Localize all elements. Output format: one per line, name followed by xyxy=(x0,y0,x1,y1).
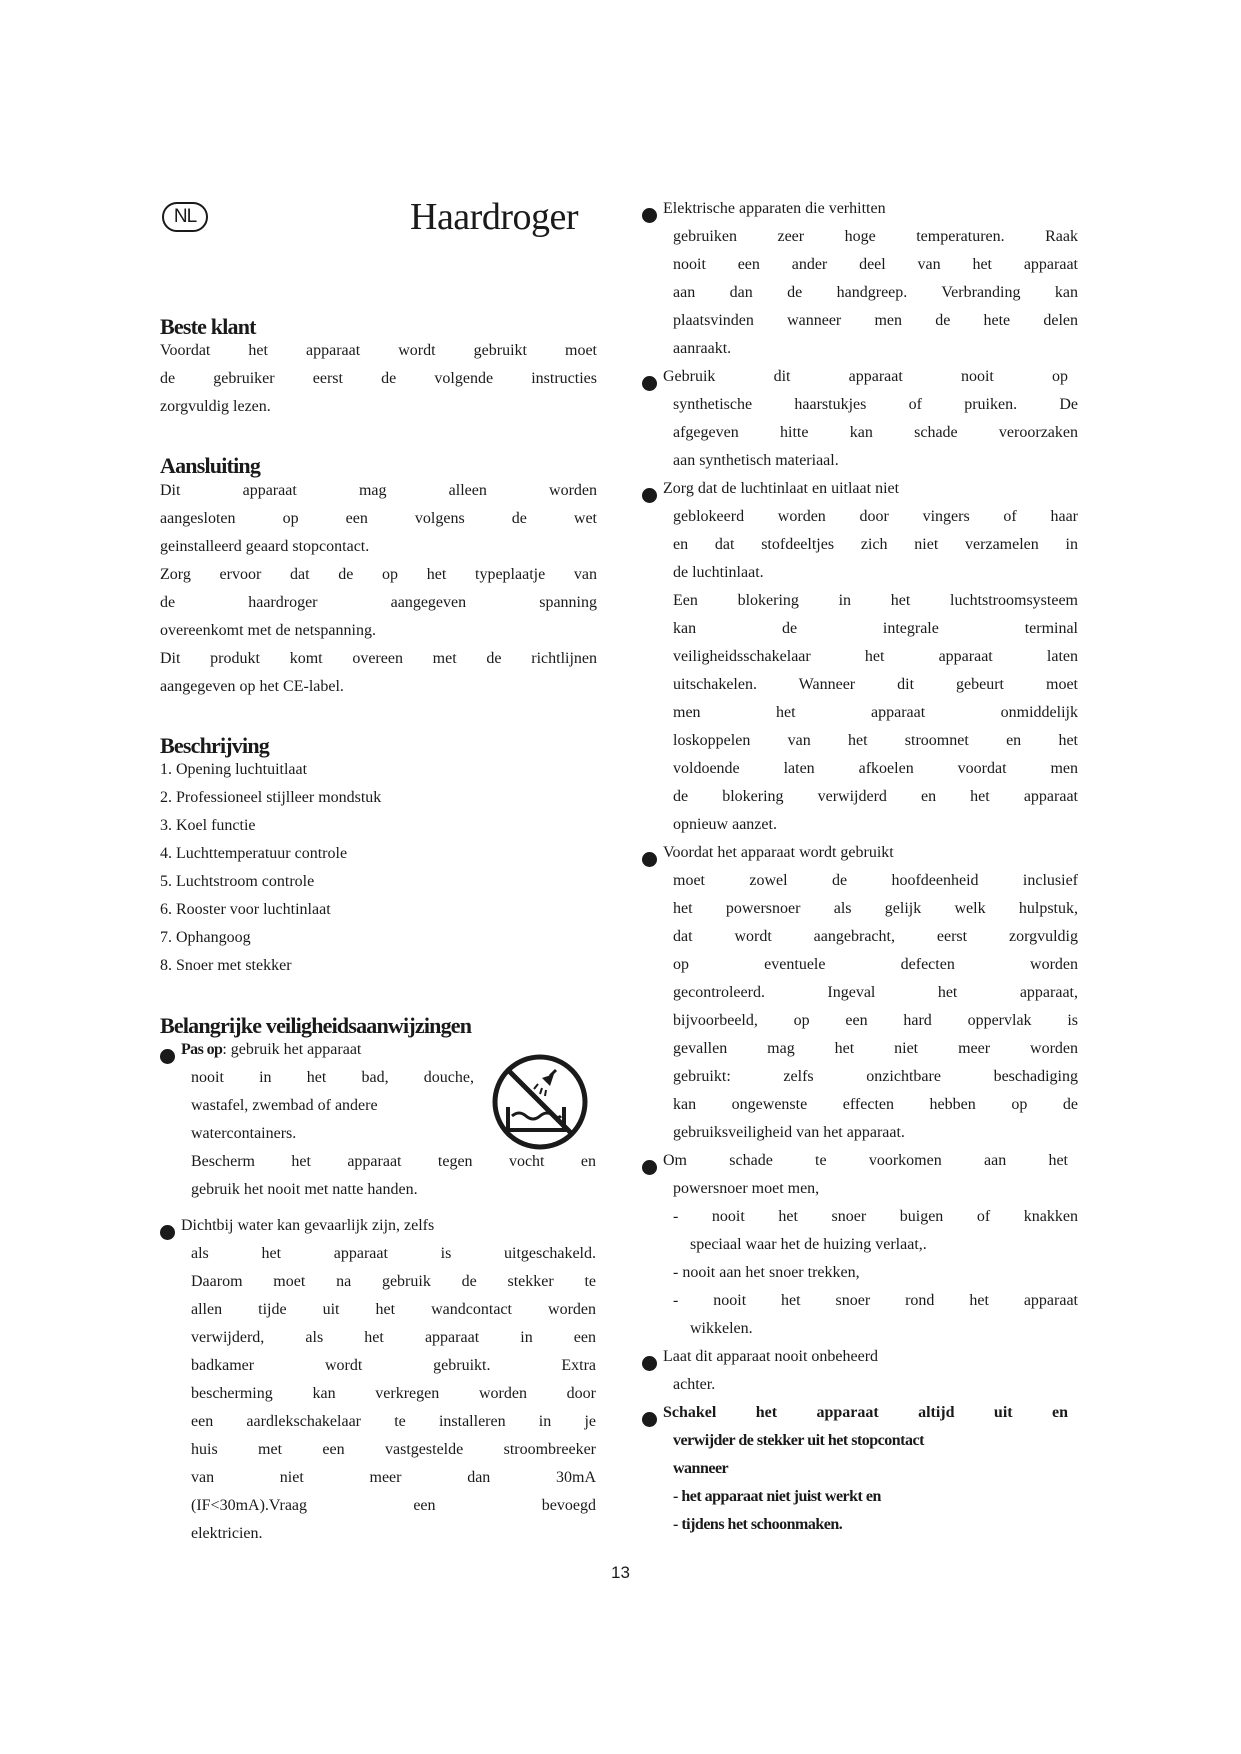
safety-line: elektricien. xyxy=(191,1525,263,1542)
right-line: aanraakt. xyxy=(673,340,732,357)
intro-line: zorgvuldig lezen. xyxy=(160,398,271,415)
connection-heading: Aansluiting xyxy=(160,453,261,478)
right-line: - nooit het snoer buigen of knakken xyxy=(673,1208,1078,1225)
right-line: gebruiken zeer hoge temperaturen. Raak xyxy=(673,228,1078,245)
right-line: - nooit het snoer rond het apparaat xyxy=(673,1292,1078,1309)
safety-line: verwijderd, als het apparaat in een xyxy=(191,1329,596,1346)
description-item: 5. Luchtstroom controle xyxy=(160,873,315,890)
connection-line: geinstalleerd geaard stopcontact. xyxy=(160,538,370,555)
bullet-icon xyxy=(642,488,657,503)
safety-line: allen tijde uit het wandcontact worden xyxy=(191,1301,596,1318)
right-line: op eventuele defecten worden xyxy=(673,956,1078,973)
warning-line: Bescherm het apparaat tegen vocht en xyxy=(191,1153,596,1170)
right-line: en dat stofdeeltjes zich niet verzamelen in xyxy=(673,536,1078,553)
description-heading: Beschrijving xyxy=(160,733,269,758)
right-line: geblokeerd worden door vingers of haar xyxy=(673,508,1078,525)
safety-line: Dichtbij water kan gevaarlijk zijn, zelfs xyxy=(181,1217,435,1234)
warning-line: wastafel, zwembad of andere xyxy=(191,1097,378,1114)
description-item: 8. Snoer met stekker xyxy=(160,957,292,974)
right-line: achter. xyxy=(673,1376,716,1393)
right-line: gevallen mag het niet meer worden xyxy=(673,1040,1078,1057)
right-line: gecontroleerd. Ingeval het apparaat, xyxy=(673,984,1078,1001)
bullet-icon xyxy=(642,208,657,223)
safety-heading: Belangrijke veiligheidsaanwijzingen xyxy=(160,1013,472,1038)
page-number: 13 xyxy=(611,1563,630,1582)
right-line: gebruikt: zelfs onzichtbare beschadiging xyxy=(673,1068,1078,1085)
description-item: 6. Rooster voor luchtinlaat xyxy=(160,901,331,918)
bullet-icon xyxy=(642,1412,657,1427)
right-line-bold: - tijdens het schoonmaken. xyxy=(673,1516,843,1533)
language-badge: NL xyxy=(162,202,208,232)
right-line: Gebruik dit apparaat nooit op xyxy=(663,368,1068,385)
right-line: Laat dit apparaat nooit onbeheerd xyxy=(663,1348,879,1365)
right-line: Elektrische apparaten die verhitten xyxy=(663,200,886,217)
pas-op-label: Pas op xyxy=(181,1041,223,1058)
right-line: afgegeven hitte kan schade veroorzaken xyxy=(673,424,1078,441)
right-line: kan ongewenste effecten hebben op de xyxy=(673,1096,1078,1113)
right-line: speciaal waar het de huizing verlaat,. xyxy=(690,1236,927,1253)
bullet-icon xyxy=(160,1225,175,1240)
safety-line: (IF<30mA).Vraag een bevoegd xyxy=(191,1497,596,1514)
right-line: aan dan de handgreep. Verbranding kan xyxy=(673,284,1078,301)
right-line-bold: verwijder de stekker uit het stopcontact xyxy=(673,1432,924,1449)
safety-line: van niet meer dan 30mA xyxy=(191,1469,596,1486)
right-line: veiligheidsschakelaar het apparaat laten xyxy=(673,648,1078,665)
right-line: Een blokering in het luchtstroomsysteem xyxy=(673,592,1078,609)
description-item: 7. Ophangoog xyxy=(160,929,251,946)
right-line: men het apparaat onmiddelijk xyxy=(673,704,1078,721)
right-line: synthetische haarstukjes of pruiken. De xyxy=(673,396,1078,413)
safety-line: badkamer wordt gebruikt. Extra xyxy=(191,1357,596,1374)
description-item: 4. Luchttemperatuur controle xyxy=(160,845,348,862)
right-line: kan de integrale terminal xyxy=(673,620,1078,637)
right-line: loskoppelen van het stroomnet en het xyxy=(673,732,1078,749)
intro-line: de gebruiker eerst de volgende instructies xyxy=(160,370,597,387)
right-line: nooit een ander deel van het apparaat xyxy=(673,256,1078,273)
connection-line: aangegeven op het CE-label. xyxy=(160,678,344,695)
right-line-bold: Schakel het apparaat altijd uit en xyxy=(663,1404,1068,1421)
bullet-icon xyxy=(160,1049,175,1064)
right-line: dat wordt aangebracht, eerst zorgvuldig xyxy=(673,928,1078,945)
description-item: 3. Koel functie xyxy=(160,817,256,834)
safety-warning-first-line xyxy=(181,1041,361,1059)
description-item: 1. Opening luchtuitlaat xyxy=(160,761,308,778)
bullet-icon xyxy=(642,852,657,867)
bullet-icon xyxy=(642,1356,657,1371)
connection-line: Zorg ervoor dat de op het typeplaatje van xyxy=(160,566,597,583)
warning-line: gebruik het nooit met natte handen. xyxy=(191,1181,418,1198)
page-title: Haardroger xyxy=(410,196,579,238)
connection-line: Dit produkt komt overeen met de richtlijnen xyxy=(160,650,597,667)
right-line: moet zowel de hoofdeenheid inclusief xyxy=(673,872,1078,889)
right-line: aan synthetisch materiaal. xyxy=(673,452,839,469)
safety-line: huis met een vastgestelde stroombreeker xyxy=(191,1441,596,1458)
connection-line: Dit apparaat mag alleen worden xyxy=(160,482,597,499)
connection-line: overeenkomt met de netspanning. xyxy=(160,622,376,639)
right-line: plaatsvinden wanneer men de hete delen xyxy=(673,312,1078,329)
right-line: uitschakelen. Wanneer dit gebeurt moet xyxy=(673,676,1078,693)
intro-heading: Beste klant xyxy=(160,314,256,339)
right-line: Om schade te voorkomen aan het xyxy=(663,1152,1068,1169)
right-line-bold: - het apparaat niet juist werkt en xyxy=(673,1488,881,1505)
safety-line: Daarom moet na gebruik de stekker te xyxy=(191,1273,596,1290)
right-line: bijvoorbeeld, op een hard oppervlak is xyxy=(673,1012,1078,1029)
right-line: Zorg dat de luchtinlaat en uitlaat niet xyxy=(663,480,900,497)
intro-line: Voordat het apparaat wordt gebruikt moet xyxy=(160,342,597,359)
warning-text: : gebruik het apparaat xyxy=(222,1041,362,1058)
connection-line: de haardroger aangegeven spanning xyxy=(160,594,597,611)
bullet-icon xyxy=(642,1160,657,1175)
warning-line: nooit in het bad, douche, xyxy=(191,1069,474,1086)
right-line: wikkelen. xyxy=(690,1320,753,1337)
safety-line: als het apparaat is uitgeschakeld. xyxy=(191,1245,596,1262)
safety-line: een aardlekschakelaar te installeren in je xyxy=(191,1413,596,1430)
right-line-bold: wanneer xyxy=(673,1460,729,1477)
right-line: de blokering verwijderd en het apparaat xyxy=(673,788,1078,805)
connection-line: aangesloten op een volgens de wet xyxy=(160,510,597,527)
warning-line: watercontainers. xyxy=(191,1125,297,1142)
right-line: gebruiksveiligheid van het apparaat. xyxy=(673,1124,905,1141)
no-shower-bath-icon xyxy=(490,1052,590,1152)
right-line: powersnoer moet men, xyxy=(673,1180,820,1197)
right-line: het powersnoer als gelijk welk hulpstuk, xyxy=(673,900,1078,917)
right-line: voldoende laten afkoelen voordat men xyxy=(673,760,1078,777)
right-line: de luchtinlaat. xyxy=(673,564,764,581)
bullet-icon xyxy=(642,376,657,391)
right-line: Voordat het apparaat wordt gebruikt xyxy=(663,844,894,861)
right-line: - nooit aan het snoer trekken, xyxy=(673,1264,860,1281)
right-line: opnieuw aanzet. xyxy=(673,816,777,833)
safety-line: bescherming kan verkregen worden door xyxy=(191,1385,596,1402)
description-item: 2. Professioneel stijlleer mondstuk xyxy=(160,789,382,806)
